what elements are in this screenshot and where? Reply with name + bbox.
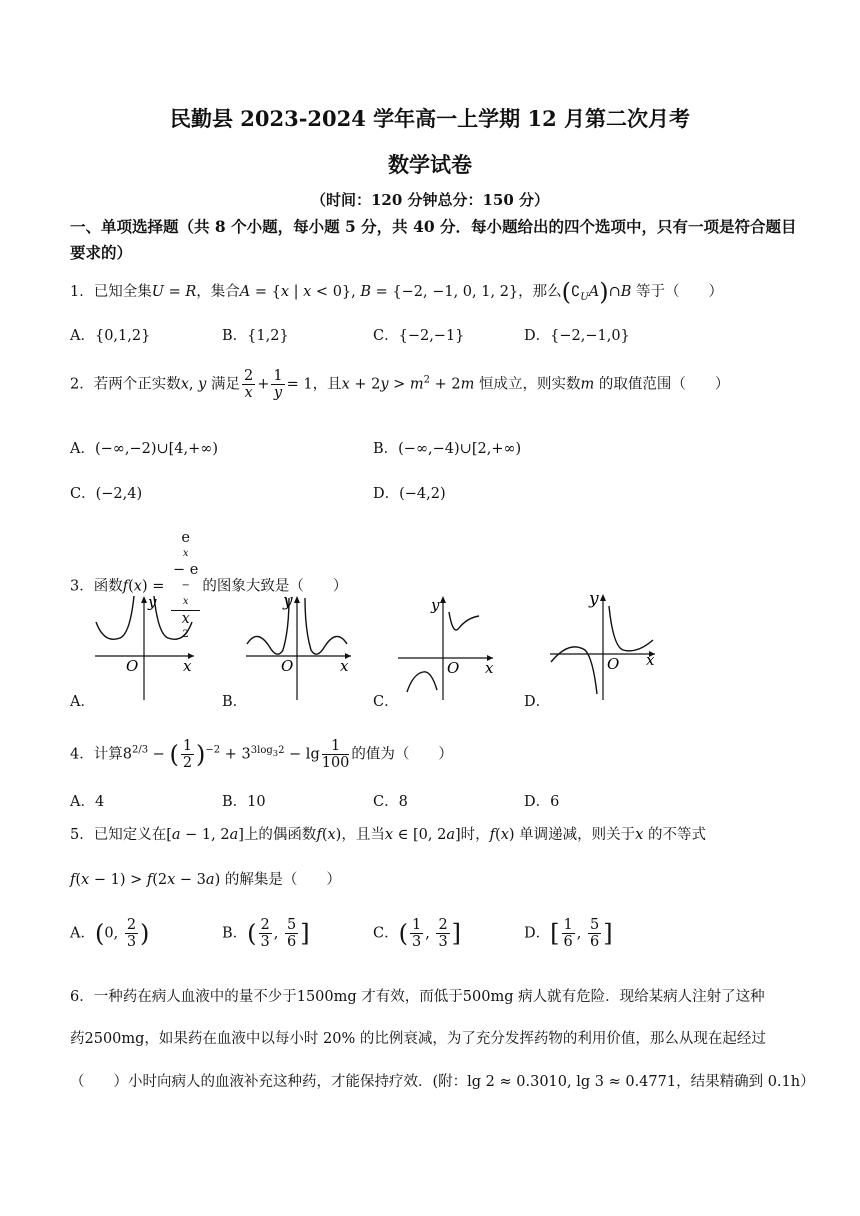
q1-option-b[interactable]: B．{1,2} — [222, 328, 289, 344]
q4-option-b[interactable]: B．10 — [222, 794, 266, 810]
q3-option-d[interactable]: D． — [524, 694, 551, 710]
graph-option-b[interactable] — [243, 590, 358, 702]
q4-option-a[interactable]: A．4 — [70, 794, 105, 810]
graph-option-a[interactable] — [90, 592, 200, 702]
origin-label: O — [126, 657, 139, 675]
q4-text-a: 4．计算 — [70, 746, 123, 763]
q2-text-c: ，且 — [312, 376, 342, 393]
q3-option-c[interactable]: C． — [373, 694, 399, 710]
q1-text-c: ，那么 — [518, 284, 562, 300]
q1-text-b: ，集合 — [196, 284, 240, 300]
q5-option-a[interactable]: A．(0, $\frac{2}{3}$ ) — [70, 917, 150, 950]
q1-text-a: 1．已知全集 — [70, 284, 152, 300]
q5-text-e: 单调递减，则关于 — [519, 827, 636, 843]
q5-option-d-label: D． — [524, 925, 551, 942]
q1-option-a[interactable]: A．{0,1,2} — [70, 328, 151, 344]
q5-text-b: 上的偶函数 — [243, 827, 317, 843]
q5-option-b-label: B． — [222, 925, 248, 942]
question-6-line-2: 药2500mg，如果药在血液中以每小时 20% 的比例衰减，为了充分发挥药物的利用价值，那么从现在起经过 — [70, 1031, 766, 1047]
q5-text-f: 的不等式 — [647, 827, 706, 843]
origin-label: O — [447, 659, 460, 677]
q5-text-g: 的解集是（ ） — [224, 872, 341, 888]
q2-option-a[interactable]: A．(−∞,−2)∪[4,+∞) — [70, 441, 219, 457]
q4-option-d[interactable]: D．6 — [524, 794, 560, 810]
graph-option-c[interactable] — [395, 592, 500, 702]
q2-text-d: 恒成立，则实数 — [479, 376, 581, 393]
q5-text-c: ，且当 — [341, 827, 385, 843]
time-info: （时间：120 分钟总分：150 分） — [310, 191, 550, 209]
origin-label: O — [281, 657, 294, 675]
graph-option-d[interactable] — [547, 590, 662, 702]
axis-y-label: y — [148, 593, 157, 611]
q2-option-d[interactable]: D．(−4,2) — [373, 486, 446, 502]
q4-option-c[interactable]: C．8 — [373, 794, 408, 810]
question-5-line-1: 5．已知定义在[a − 1, 2a]上的偶函数f(x)，且当x ∈ [0, 2a]时，f(x) 单调递减，则关于x 的不等式 — [70, 827, 706, 843]
axis-y-label: y — [431, 596, 440, 614]
axis-x-label: x — [340, 657, 349, 675]
q1-option-c[interactable]: C．{−2,−1} — [373, 328, 465, 344]
q2-option-b[interactable]: B．(−∞,−4)∪[2,+∞) — [373, 441, 522, 457]
axis-x-label: x — [646, 651, 655, 669]
q2-option-c[interactable]: C．(−2,4) — [70, 486, 143, 502]
q3-option-a[interactable]: A． — [70, 694, 95, 710]
question-5-line-2: f(x − 1) > f(2x − 3a) 的解集是（ ） — [70, 872, 341, 888]
q5-option-b[interactable]: B．( $\frac{2}{3}$ , $\frac{5}{6}$ ] — [222, 917, 310, 950]
exam-subtitle: 数学试卷 — [388, 152, 472, 177]
q5-option-c[interactable]: C．( $\frac{1}{3}$ , $\frac{2}{3}$ ] — [373, 917, 462, 950]
question-6-line-1: 6．一种药在病人血液中的量不少于1500mg 才有效，而低于500mg 病人就有危险．现给某病人注射了这种 — [70, 989, 765, 1005]
q3-text-a: 3．函数 — [70, 578, 123, 595]
question-3: 3．函数f(x) = e x − e − x x 2 的图象大致是（ ） — [70, 530, 348, 640]
q5-option-a-label: A． — [70, 925, 95, 942]
q1-option-d[interactable]: D．{−2,−1,0} — [524, 328, 630, 344]
axis-y-label: y — [589, 590, 599, 609]
q3-option-b[interactable]: B． — [222, 694, 248, 710]
q2-text-e: 的取值范围（ ） — [598, 376, 730, 393]
exam-title: 民勤县 2023-2024 学年高一上学期 12 月第二次月考 — [169, 106, 691, 131]
q5-option-c-label: C． — [373, 925, 399, 942]
q5-text-d: 时， — [460, 827, 490, 843]
q3-text-b: 的图象大致是（ ） — [202, 578, 348, 595]
axis-x-label: x — [183, 657, 192, 675]
axis-x-label: x — [485, 659, 494, 677]
q5-option-d[interactable]: D．[ $\frac{1}{6}$ , $\frac{5}{6}$ ] — [524, 917, 613, 950]
question-4: 4．计算$8^{2/3}$ − ( $\frac{1}{2}$ )$^{-2} + 3^{3log_32} - \lg$ $\frac{1}{100}$ 的值为（ ） — [70, 738, 453, 771]
origin-label: O — [607, 655, 620, 673]
q5-text-a: 5．已知定义在 — [70, 827, 167, 843]
question-1: 1．已知全集U = R，集合A = {x | x < 0}, B = {−2, −1, 0, 1, 2}，那么$(∁_UA)\cap B$ 等于（ ） — [70, 278, 723, 306]
axis-y-label: y — [283, 591, 293, 611]
question-2: 2．若两个正实数x, y 满足 $\frac{2}{x}$ + $\frac{1}{y}$ = 1，且$x + 2y > m^2 + 2m$ 恒成立，则实数m 的取值范围（ ） — [70, 368, 730, 401]
q4-text-b: 的值为（ ） — [351, 746, 453, 763]
q2-text-b: 满足 — [210, 376, 240, 393]
q2-text-a: 2．若两个正实数 — [70, 376, 181, 393]
section-heading: 一、单项选择题（共 8 个小题，每小题 5 分，共 40 分．每小题给出的四个选项中，只有一项是符合题目要求的） — [70, 217, 797, 262]
question-6-line-3: （ ）小时向病人的血液补充这种药，才能保持疗效．(附：lg 2 ≈ 0.3010, lg 3 ≈ 0.4771，结果精确到 0.1h） — [70, 1074, 815, 1090]
q1-text-d: 等于（ ） — [635, 284, 723, 300]
